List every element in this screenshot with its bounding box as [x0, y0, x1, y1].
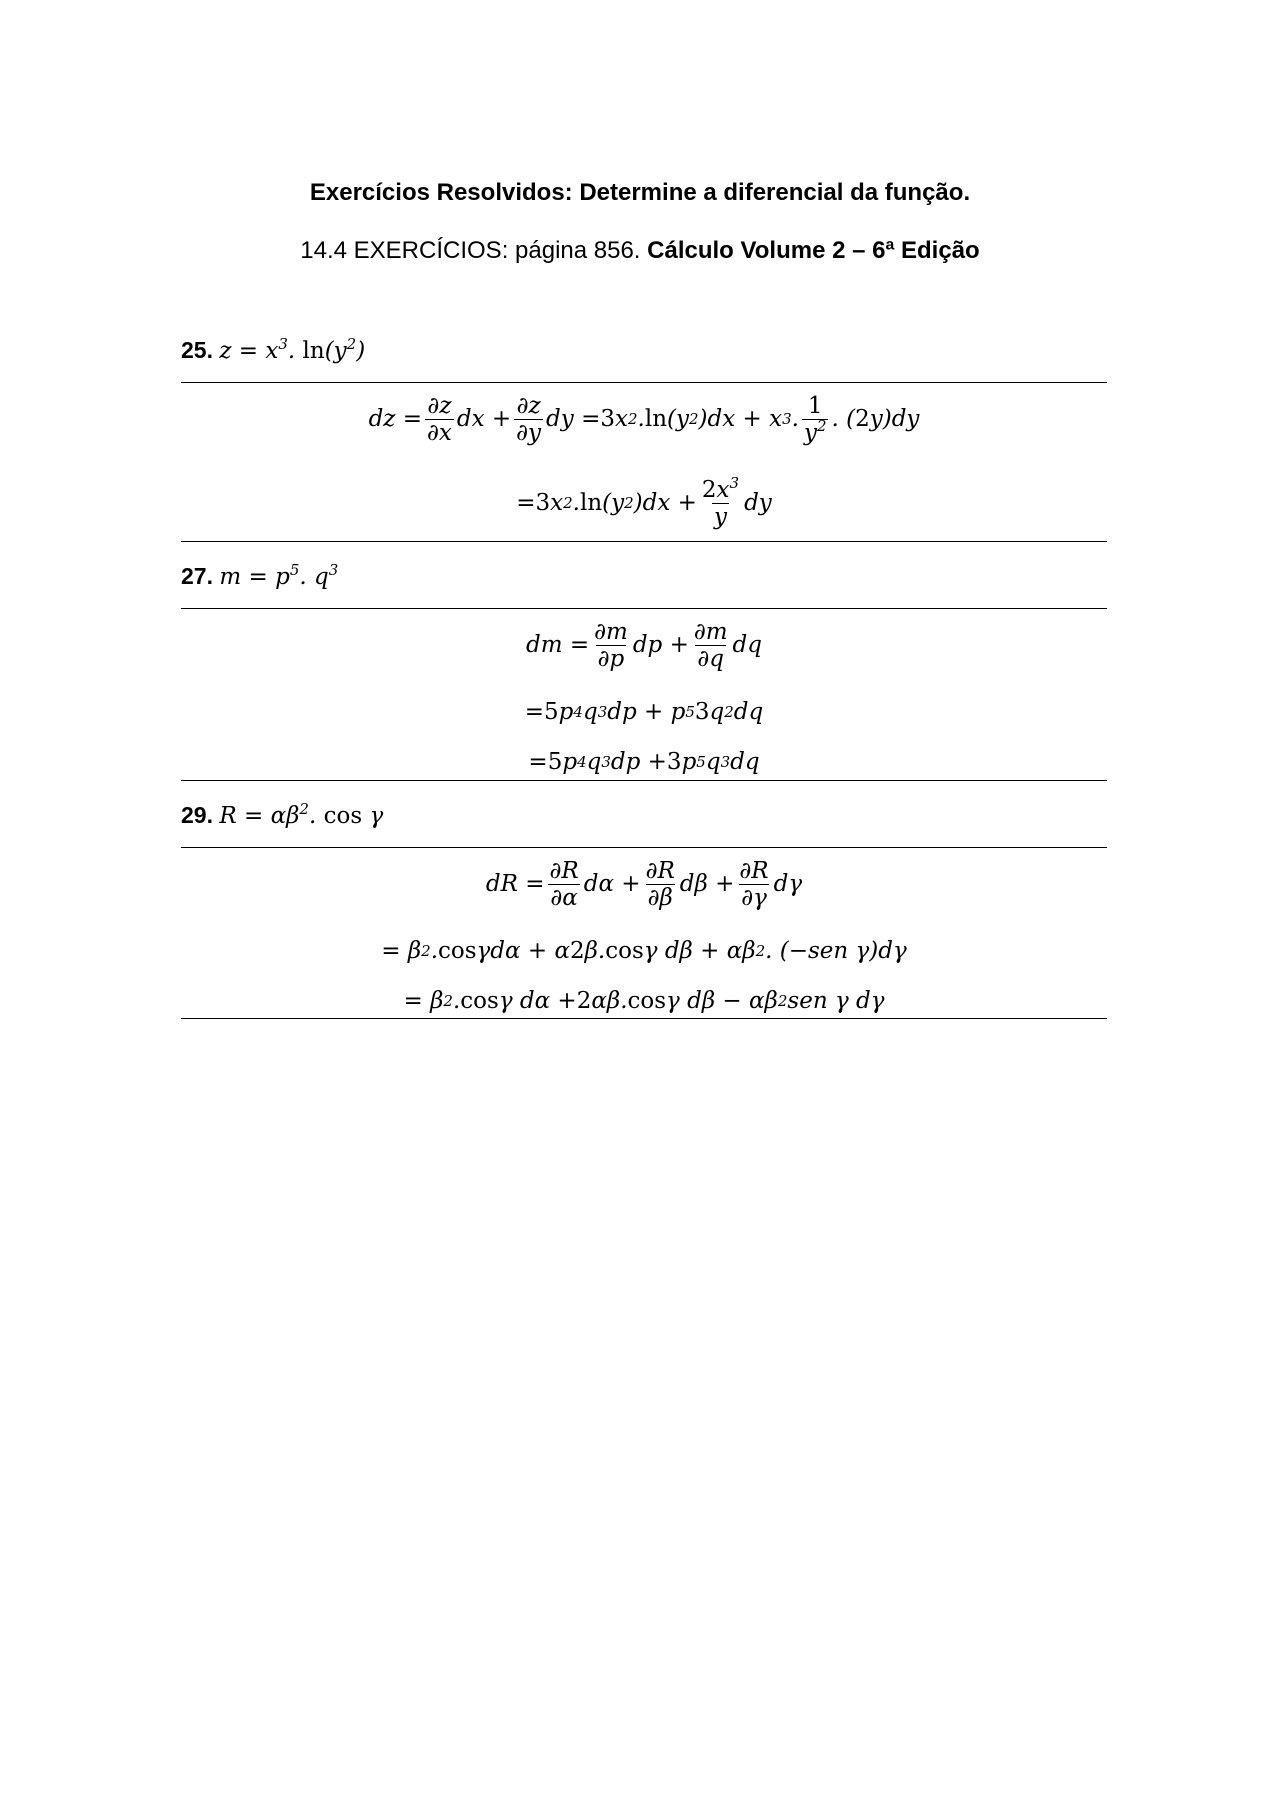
exercise-29-step-2: = β 2 . cos γdα + α 2 β. cos γ dβ + αβ 2 . (−sen γ)dγ	[381, 938, 907, 964]
exercise-29-step-1: dR = $\frac{\partial R}{\partial\alpha}$ dα + $\frac{\partial R}{\partial\beta}$ dβ + $\frac{\partial R}{\partial\gamma}$ dγ	[485, 857, 803, 911]
exercise-function: $z = x^3$. $\ln(y^2)$	[219, 335, 366, 364]
fraction: $\frac{2x^3}{y}$	[701, 473, 740, 530]
exercise-29-step-3: = β 2 . cos γ dα + 2 αβ. cos γ dβ − αβ 2 sen γ dγ	[403, 988, 885, 1014]
divider	[181, 382, 1107, 383]
fraction: $\frac{\partial m}{\partial q}$	[693, 618, 728, 672]
exercise-27-step-3: = 5 p 4 q 3 dp + 3 p 5 q 3 dq	[528, 749, 760, 775]
exercise-27-step-2: = 5 p 4 q 3 dp + p 5 3 q 2 dq	[524, 699, 764, 725]
divider	[181, 1018, 1107, 1019]
exercise-27-statement	[181, 558, 338, 594]
exercise-27-step-1: dm = $\frac{\partial m}{\partial p}$ dp + $\frac{\partial m}{\partial q}$ dq	[525, 618, 762, 672]
exercise-25-step-2: = 3 x 2 . ln (y 2 )dx + $\frac{2x^3}{y}$ dy	[516, 473, 772, 530]
divider	[181, 847, 1107, 848]
exercise-29-statement	[181, 797, 383, 833]
fraction: $\frac{\partial z}{\partial x}$	[427, 392, 452, 446]
exercise-function: $m = p^5$. $q^3$	[219, 561, 339, 590]
divider	[181, 780, 1107, 781]
exercise-25-statement	[181, 332, 365, 368]
page-title: Exercícios Resolvidos: Determine a diferencial da função.	[309, 179, 971, 206]
fraction: $\frac{\partial R}{\partial\beta}$	[645, 857, 675, 911]
exercise-function: $R = \alpha\beta^2$. cos γ	[219, 800, 384, 829]
fraction: $\frac{\partial R}{\partial\alpha}$	[549, 857, 579, 911]
subtitle-book: Cálculo Volume 2 – 6ª Edição	[647, 237, 980, 264]
exercise-number: 29.	[181, 802, 213, 828]
exercise-number: 27.	[181, 563, 213, 589]
subtitle-reference: 14.4 EXERCÍCIOS: página 856.	[300, 237, 648, 264]
exercise-number: 25.	[181, 337, 213, 363]
divider	[181, 608, 1107, 609]
page-subtitle	[0, 236, 1280, 266]
fraction: $\frac{\partial z}{\partial y}$	[516, 392, 542, 446]
exercise-25-step-1: dz = $\frac{\partial z}{\partial x}$ dx + $\frac{\partial z}{\partial y}$ dy = 3 x 2 . ln (y 2 )dx + x 3 . $\frac{1}{y^2}$ . ( 2 y)dy	[368, 392, 920, 446]
fraction: $\frac{1}{y^2}$	[803, 392, 827, 446]
fraction: $\frac{\partial m}{\partial p}$	[594, 618, 628, 672]
divider	[181, 541, 1107, 542]
fraction: $\frac{\partial R}{\partial\gamma}$	[739, 857, 769, 911]
